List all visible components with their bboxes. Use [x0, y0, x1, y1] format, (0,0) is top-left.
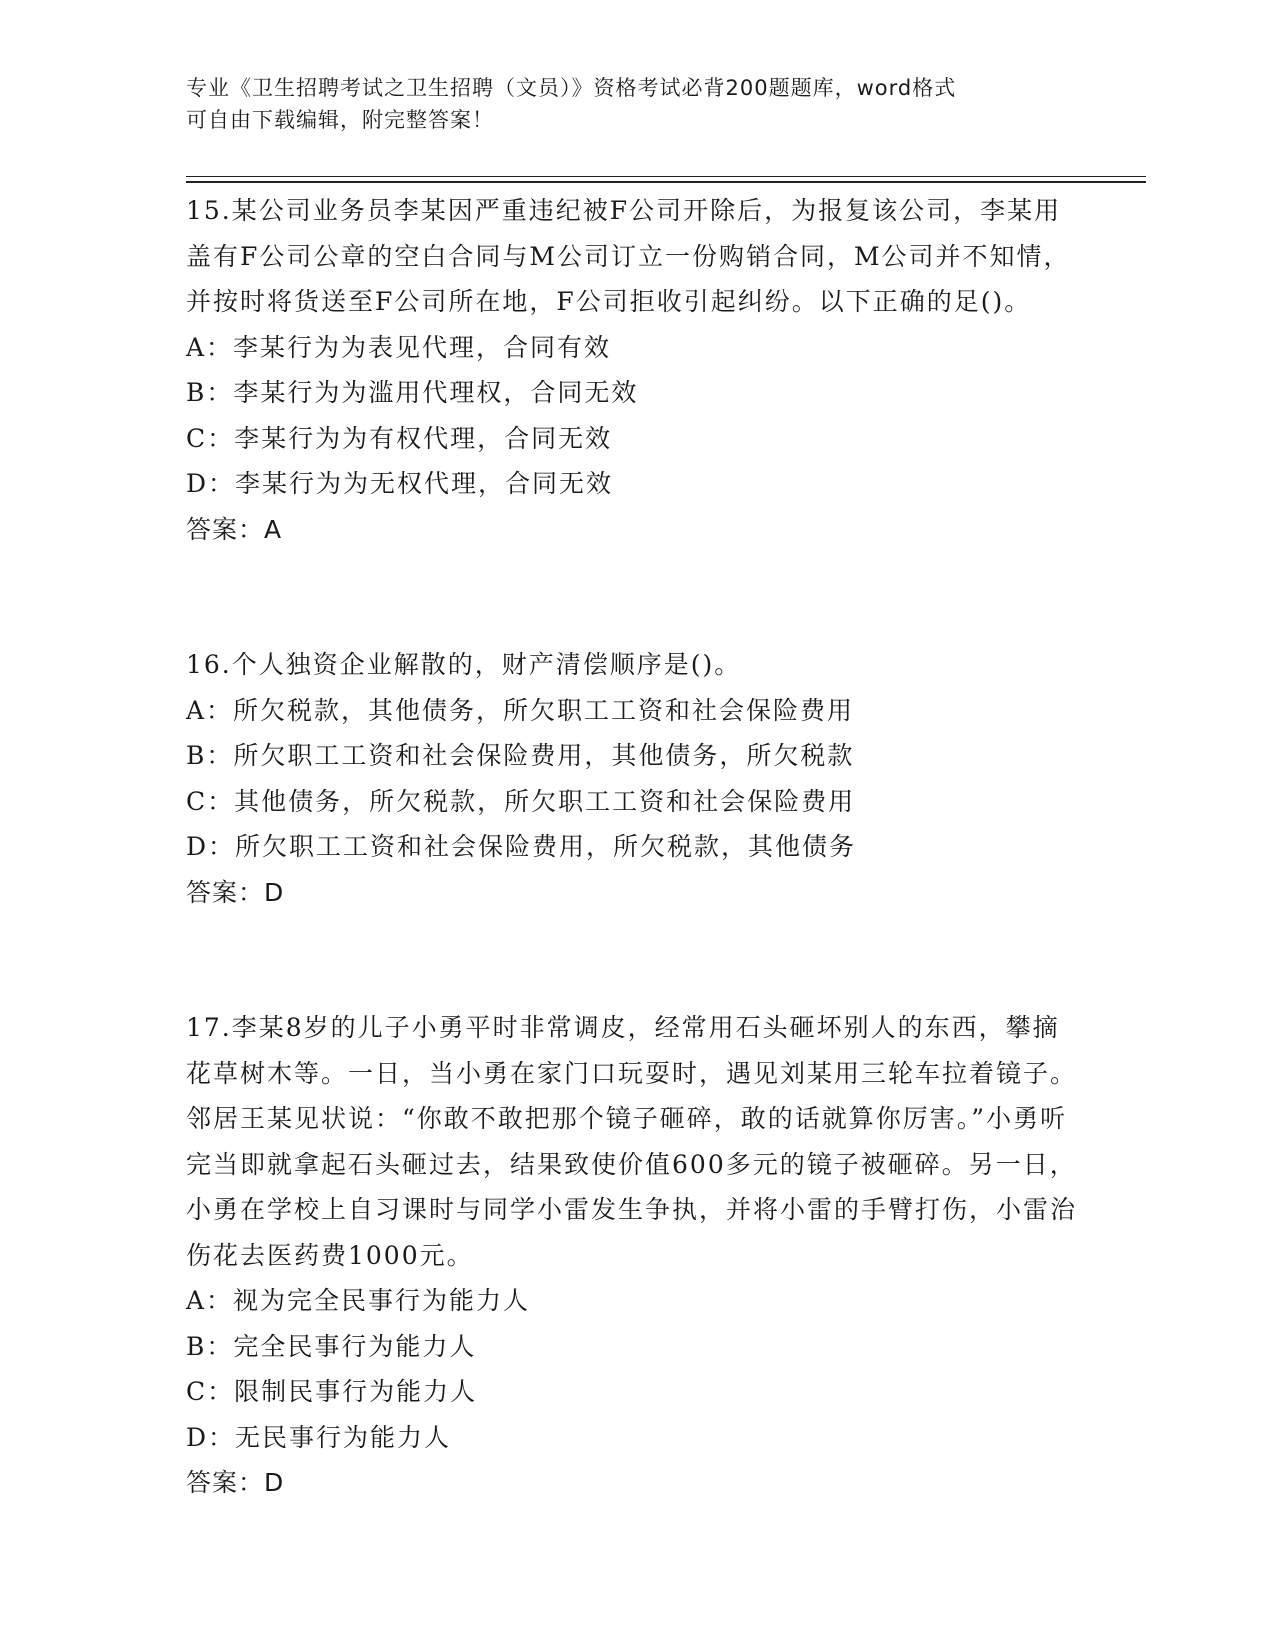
option-c: C：李某行为为有权代理，合同无效	[186, 423, 613, 453]
option-a: A：李某行为为表见代理，合同有效	[186, 332, 612, 362]
option-a: A：所欠税款，其他债务，所欠职工工资和社会保险费用	[186, 695, 855, 725]
option-c: C：限制民事行为能力人	[186, 1377, 478, 1406]
option-b: B：所欠职工工资和社会保险费用，其他债务，所欠税款	[186, 741, 855, 770]
question-gap	[186, 552, 1086, 642]
question-17	[186, 1005, 1086, 1506]
option-b: B：李某行为为滥用代理权，合同无效	[186, 378, 639, 407]
option-b: B：完全民事行为能力人	[186, 1331, 477, 1361]
document-header	[186, 72, 1086, 136]
option-c: C：其他债务，所欠税款，所欠职工工资和社会保险费用	[186, 786, 856, 816]
header-divider-thick	[186, 181, 1146, 183]
answer: 答案：D	[186, 1468, 285, 1497]
header-line-2: 可自由下载编辑，附完整答案！	[186, 108, 494, 132]
question-list	[186, 188, 1086, 1506]
question-text: 16.个人独资企业解散的，财产清偿顺序是()。	[186, 650, 742, 679]
question-15	[186, 188, 1086, 552]
option-d: D：李某行为为无权代理，合同无效	[186, 469, 614, 498]
answer: 答案：A	[186, 514, 283, 544]
question-gap	[186, 915, 1086, 1005]
option-d: D：无民事行为能力人	[186, 1422, 452, 1452]
answer: 答案：D	[186, 877, 285, 907]
question-16	[186, 642, 1086, 915]
header-line-1: 专业《卫生招聘考试之卫生招聘（文员）》资格考试必背200题题库，word格式	[186, 76, 957, 100]
question-text: 15.某公司业务员李某因严重违纪被F公司开除后，为报复该公司，李某用盖有F公司公章的空白合同与M公司订立一份购销合同，M公司并不知情，并按时将货送至F公司所在地，F公司拒收引起纠纷。以下正确的足()。	[186, 196, 1071, 316]
option-a: A：视为完全民事行为能力人	[186, 1286, 531, 1315]
question-text: 17.李某8岁的儿子小勇平时非常调皮，经常用石头砸坏别人的东西，攀摘花草树木等。一日，当小勇在家门口玩耍时，遇见刘某用三轮车拉着镜子。邻居王某见状说：“你敢不敢把那个镜子砸碎，敢的话就算你厉害。”小勇听完当即就拿起石头砸过去，结果致使价值600多元的镜子被砸碎。另一日，小勇在学校上自习课时与同学小雷发生争执，并将小雷的手臂打伤，小雷治伤花去医药费1000元。	[186, 1013, 1078, 1270]
option-d: D：所欠职工工资和社会保险费用，所欠税款，其他债务	[186, 832, 857, 861]
header-divider-thin	[186, 176, 1146, 177]
